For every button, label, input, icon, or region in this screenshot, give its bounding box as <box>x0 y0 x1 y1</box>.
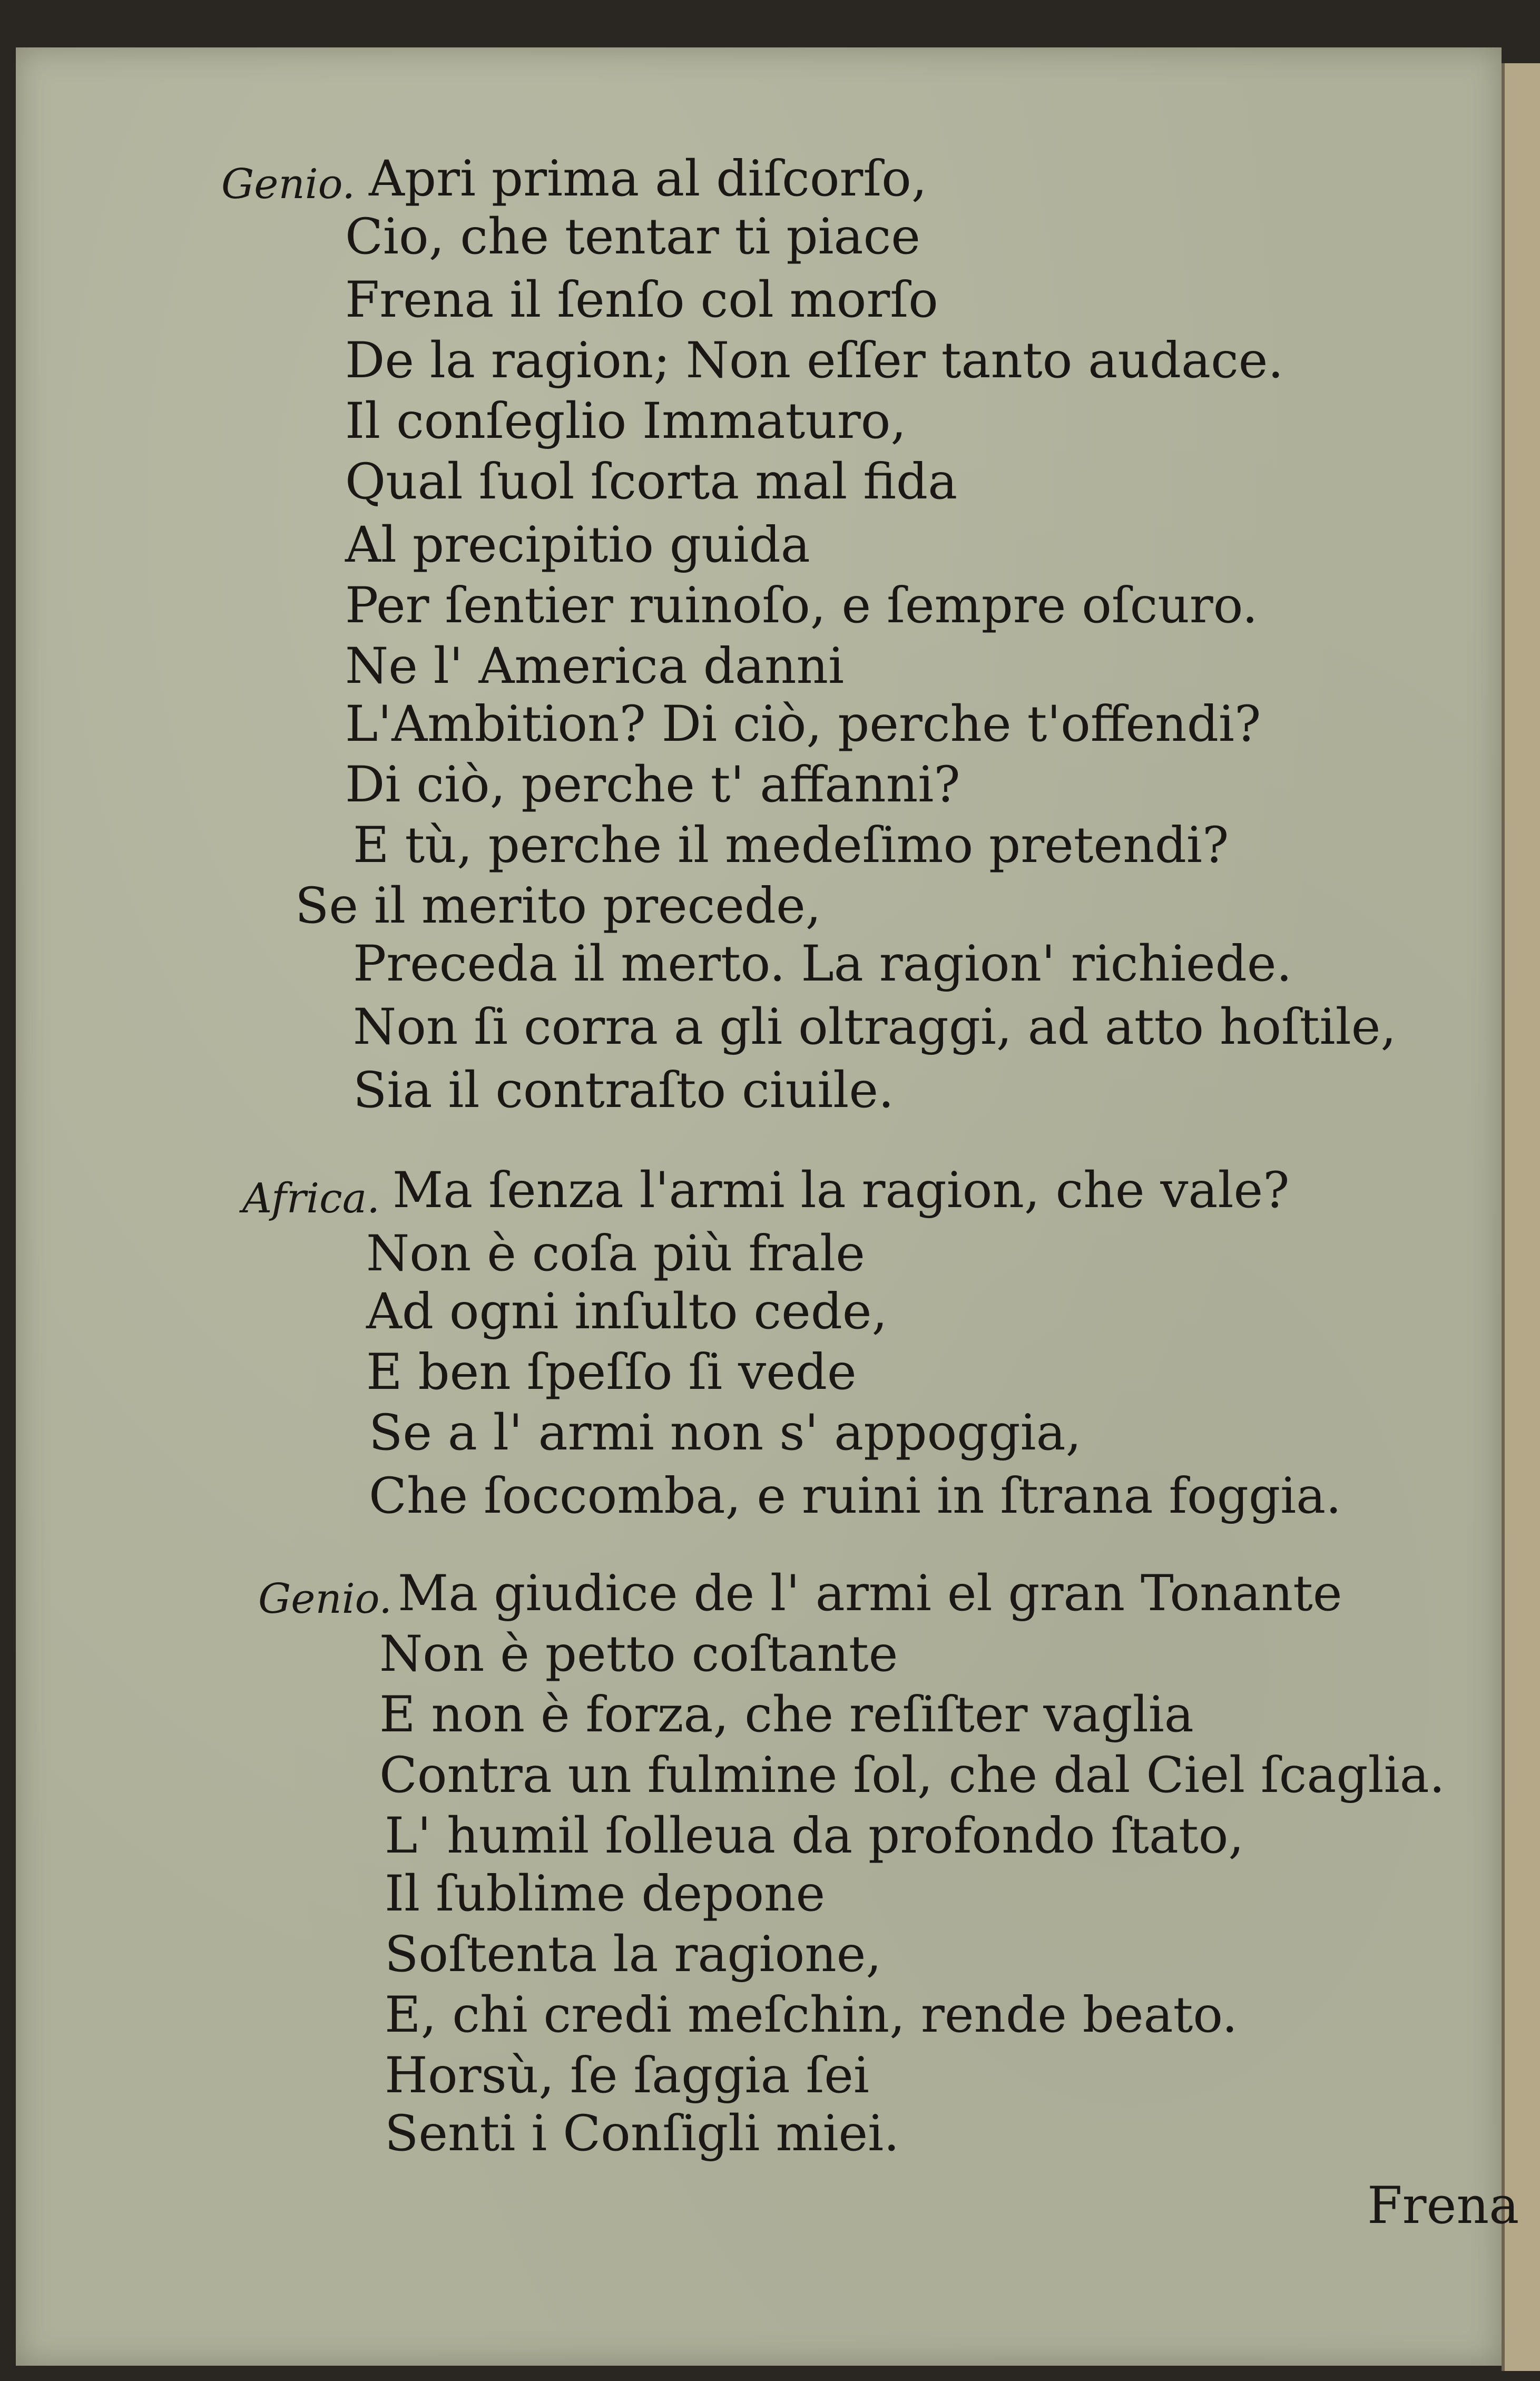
verse-line: De la ragion; Non eſſer tanto audace. <box>345 332 1284 389</box>
verse-line: Al precipitio guida <box>345 516 810 574</box>
verse-line: Apri prima al diſcorſo, <box>369 150 927 208</box>
catchword: Frena <box>1367 2176 1519 2235</box>
verse-line: Di ciò, perche t' affanni? <box>345 756 960 814</box>
verse-line: Qual ſuol ſcorta mal fida <box>345 453 958 511</box>
verse-line: Il conſeglio Immaturo, <box>345 393 907 450</box>
verse-line: Per ſentier ruinoſo, e ſempre oſcuro. <box>345 577 1258 634</box>
verse-line: Frena il ſenſo col morſo <box>345 271 938 329</box>
verse-line: Se il merito precede, <box>295 877 821 935</box>
verse-line: L'Ambition? Di ciò, perche t'offendi? <box>345 695 1261 753</box>
facing-page-edge <box>1502 63 1540 2371</box>
speaker-label: Genio. <box>221 161 356 208</box>
verse-line: Non ſi corra a gli oltraggi, ad atto hoſtile, <box>353 998 1397 1056</box>
verse-line: Soſtenta la ragione, <box>385 1926 882 1983</box>
verse-line: Non è petto coſtante <box>379 1625 898 1683</box>
verse-line: Ma ſenza l'armi la ragion, che vale? <box>393 1162 1290 1219</box>
verse-line: Non è coſa più frale <box>366 1225 865 1282</box>
verse-line: Sia il contraſto ciuile. <box>353 1062 894 1119</box>
verse-line: Senti i Conſigli miei. <box>385 2105 900 2162</box>
verse-line: Ma giudice de l' armi el gran Tonante <box>398 1565 1342 1622</box>
verse-line: L' humil ſolleua da profondo ſtato, <box>385 1807 1244 1865</box>
verse-line: E tù, perche il medeſimo pretendi? <box>353 817 1229 874</box>
verse-line: Horsù, ſe ſaggia ſei <box>385 2047 869 2104</box>
speaker-label: Africa. <box>242 1175 380 1222</box>
verse-line: Ad ogni inſulto cede, <box>366 1283 888 1340</box>
verse-line: Il ſublime depone <box>385 1865 826 1923</box>
verse-line: Contra un fulmine ſol, che dal Ciel ſcaglia. <box>379 1747 1445 1804</box>
verse-line: Cio, che tentar ti piace <box>345 208 920 266</box>
verse-line: E, chi credi meſchin, rende beato. <box>385 1986 1238 2044</box>
verse-line: Preceda il merto. La ragion' richiede. <box>353 935 1292 993</box>
verse-line: Se a l' armi non s' appoggia, <box>369 1404 1082 1462</box>
verse-line: Che ſoccomba, e ruini in ſtrana foggia. <box>369 1467 1342 1525</box>
verse-line: Ne l' America danni <box>345 638 845 695</box>
speaker-label: Genio. <box>258 1575 393 1623</box>
verse-line: E non è forza, che reſiſter vaglia <box>379 1686 1194 1743</box>
verse-line: E ben ſpeſſo ſi vede <box>366 1344 857 1401</box>
